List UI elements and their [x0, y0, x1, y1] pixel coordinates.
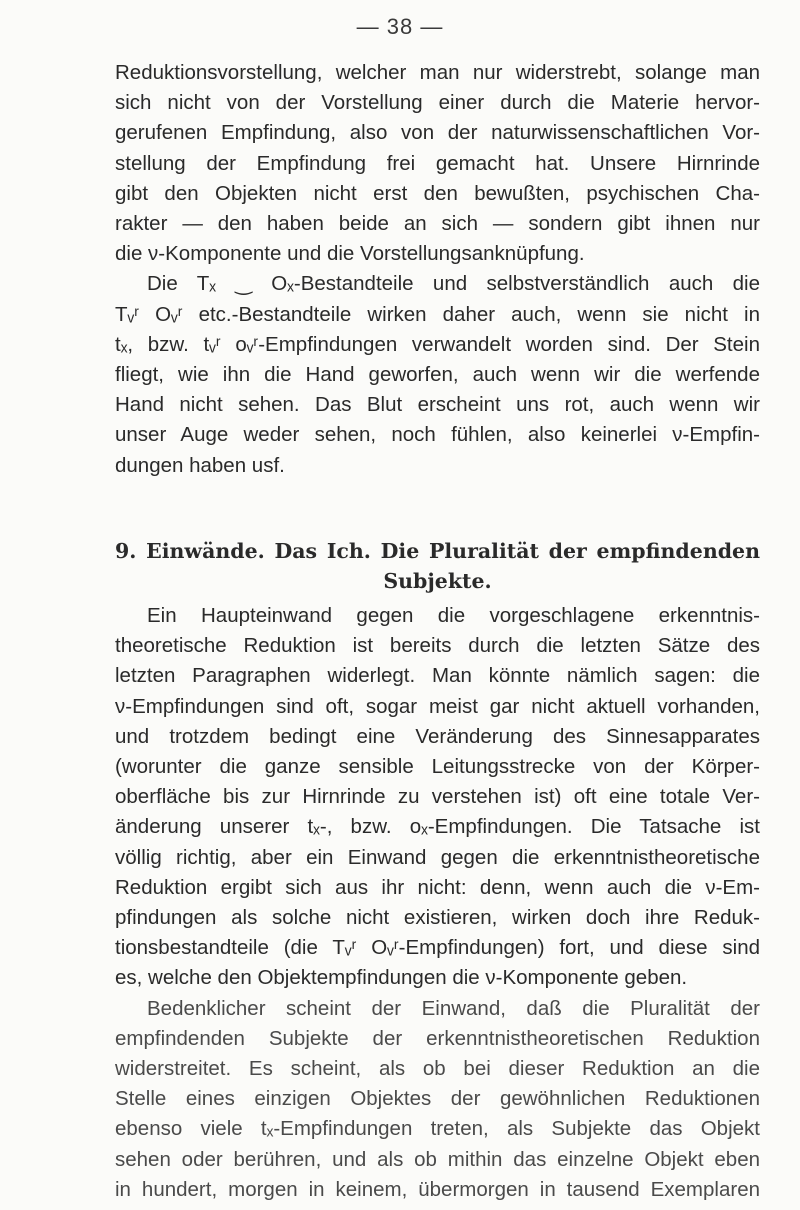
text-line: ebenso viele tₓ-Empfindungen treten, als Subjekte das Objekt	[115, 1117, 760, 1141]
text-line: ν-Empfindungen sind oft, sogar meist gar nicht aktuell vorhanden,	[115, 694, 760, 718]
text-line: empfindenden Subjekte der erkenntnistheoretischen Reduktion	[115, 1026, 760, 1050]
text-line: pfindungen als solche nicht existieren, wirken doch ihre Reduk-	[115, 906, 760, 930]
text-line: Die Tₓ ‿ Oₓ-Bestandteile und selbstverständlich auch die	[147, 272, 760, 296]
page-number: — 38 —	[356, 14, 444, 39]
text-line: Hand nicht sehen. Das Blut erscheint uns rot, auch wenn wir	[115, 393, 760, 417]
text-line: rakter — den haben beide an sich — sondern gibt ihnen nur	[115, 212, 760, 236]
heading-line: 9. Einwände. Das Ich. Die Pluralität der empfindenden	[115, 539, 760, 563]
text-line: widerstreitet. Es scheint, als ob bei dieser Reduktion an die	[115, 1057, 760, 1081]
text-line: Tᵥʳ Oᵥʳ etc.-Bestandteile wirken daher auch, wenn sie nicht in	[115, 302, 760, 326]
text-line: Bedenklicher scheint der Einwand, daß die Pluralität der	[147, 996, 760, 1020]
text-line: und trotzdem bedingt eine Veränderung des Sinnesapparates	[115, 724, 760, 748]
heading-line: Subjekte.	[383, 569, 492, 593]
text-line: sich nicht von der Vorstellung einer durch die Materie hervor-	[115, 91, 760, 115]
text-line: stellung der Empfindung frei gemacht hat. Unsere Hirnrinde	[115, 151, 760, 175]
text-line: tₓ, bzw. tᵥʳ oᵥʳ-Empfindungen verwandelt worden sind. Der Stein	[115, 332, 760, 356]
section-body	[115, 601, 760, 1205]
text-line: Reduktionsvorstellung, welcher man nur widerstrebt, solange man	[115, 61, 760, 84]
text-line: Ein Haupteinwand gegen die vorgeschlagene erkenntnis-	[147, 604, 760, 627]
text-line: Reduktion ergibt sich aus ihr nicht: denn, wenn auch die ν-Em-	[115, 875, 760, 899]
text-line: völlig richtig, aber ein Einwand gegen die erkenntnistheoretische	[115, 845, 760, 869]
text-line: es, welche den Objektempfindungen die ν-Komponente geben.	[115, 966, 688, 990]
text-line: änderung unserer tₓ-, bzw. oₓ-Empfindungen. Die Tatsache ist	[115, 815, 760, 839]
text-line: sehen oder berühren, und als ob mithin das einzelne Objekt eben	[115, 1147, 760, 1171]
text-line: tionsbestandteile (die Tᵥʳ Oᵥʳ-Empfindungen) fort, und diese sind	[115, 936, 760, 960]
text-line: gerufenen Empfindung, also von der naturwissenschaftlichen Vor-	[115, 121, 760, 145]
text-line: unser Auge weder sehen, noch fühlen, also keinerlei ν-Empfin-	[115, 423, 760, 447]
text-line: letzten Paragraphen widerlegt. Man könnte nämlich sagen: die	[115, 664, 760, 688]
text-line: theoretische Reduktion ist bereits durch die letzten Sätze des	[115, 634, 760, 658]
text-line: in hundert, morgen in keinem, übermorgen in tausend Exemplaren	[115, 1177, 760, 1201]
section-heading	[115, 536, 760, 596]
paragraph-1	[115, 58, 760, 481]
text-line: gibt den Objekten nicht erst den bewußten, psychischen Cha-	[115, 181, 760, 205]
text-line: Stelle eines einzigen Objektes der gewöhnlichen Reduktionen	[115, 1087, 760, 1111]
text-line: dungen haben usf.	[115, 453, 285, 477]
text-line: (worunter die ganze sensible Leitungsstrecke von der Körper-	[115, 755, 760, 779]
text-line: fliegt, wie ihn die Hand geworfen, auch wenn wir die werfende	[115, 363, 760, 387]
text-line: die ν-Komponente und die Vorstellungsanknüpfung.	[115, 242, 585, 266]
text-line: oberfläche bis zur Hirnrinde zu verstehen ist) oft eine totale Ver-	[115, 785, 760, 809]
